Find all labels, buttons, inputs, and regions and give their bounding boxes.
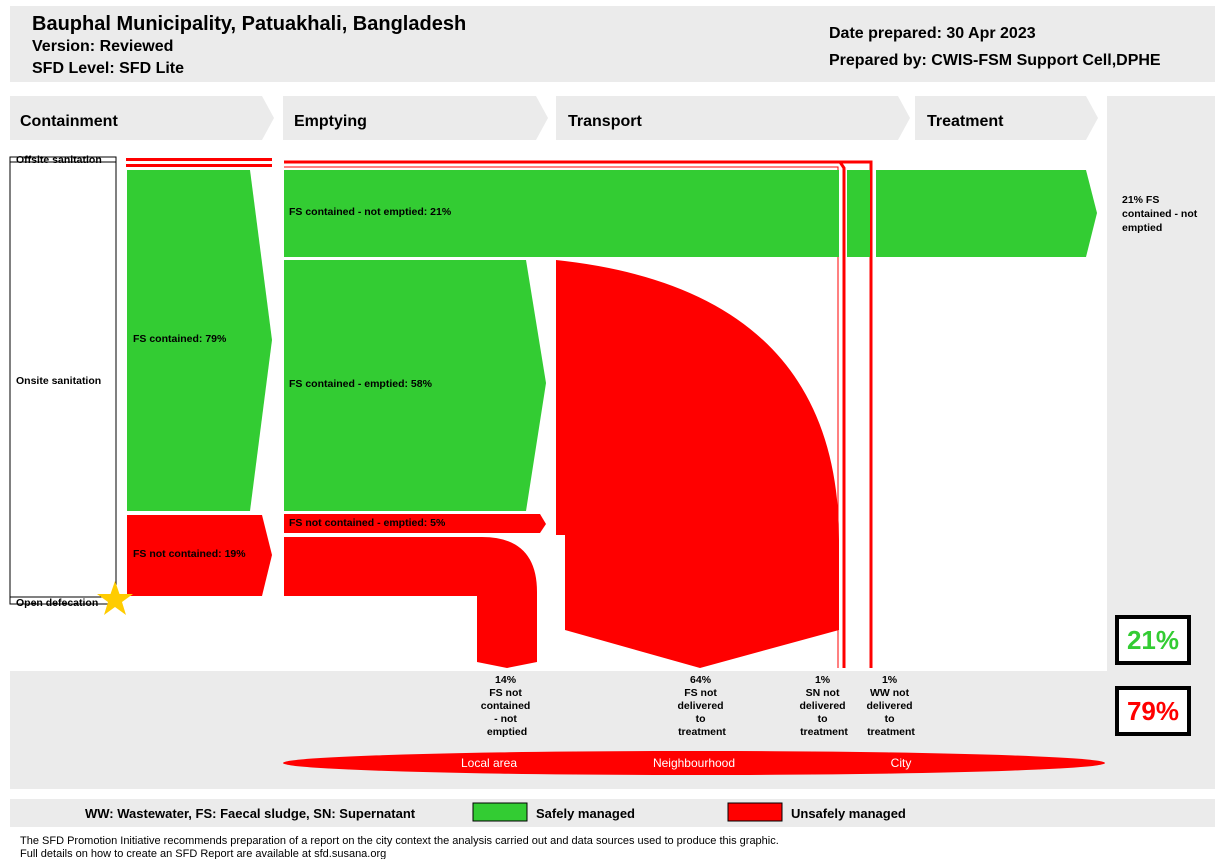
safe-outcome-label: 21% FS contained - not emptied xyxy=(1122,194,1198,234)
flow-label-fs-not-contained: FS not contained: 19% xyxy=(133,548,246,560)
legend-unsafe-swatch xyxy=(728,803,782,821)
outcome-sn-not-delivered: 1% SN not delivered to treatment xyxy=(799,674,848,738)
sfd-level-label: SFD Level: SFD Lite xyxy=(32,60,185,77)
safe-total-box: 21% xyxy=(1115,615,1191,665)
stage-label-treatment: Treatment xyxy=(927,113,1004,130)
legend-safe-swatch xyxy=(473,803,527,821)
flow-label-emptied: FS contained - emptied: 58% xyxy=(289,378,432,390)
flow-nc-not-emptied xyxy=(284,537,537,668)
row-label-open-defecation: Open defecation xyxy=(16,597,99,609)
legend-abbrev: WW: Wastewater, FS: Faecal sludge, SN: Supernatant xyxy=(85,806,416,821)
outcome-ww-not-delivered: 1% WW not delivered to treatment xyxy=(866,674,915,738)
footer-note-2: Full details on how to create an SFD Report are available at sfd.susana.org xyxy=(20,848,387,859)
area-neighbourhood: Neighbourhood xyxy=(652,756,736,770)
outcome-fs-not-delivered: 64% FS not delivered to treatment xyxy=(677,674,726,738)
row-label-offsite: Offsite sanitation xyxy=(16,154,102,166)
flow-not-emptied-gap xyxy=(847,170,870,257)
stage-label-emptying: Emptying xyxy=(294,113,367,130)
flow-not-emptied-treatment xyxy=(876,170,1097,257)
stage-label-containment: Containment xyxy=(20,113,118,130)
flow-label-not-emptied: FS contained - not emptied: 21% xyxy=(289,206,452,218)
stage-label-transport: Transport xyxy=(568,113,642,130)
unsafe-total-box: 79% xyxy=(1115,686,1191,736)
area-city: City xyxy=(890,756,912,770)
date-prepared: Date prepared: 30 Apr 2023 xyxy=(829,25,1036,42)
outcome-nc-not-emptied: 14% FS not contained - not emptied xyxy=(480,674,531,738)
flow-fs-not-delivered xyxy=(556,260,839,668)
row-label-onsite: Onsite sanitation xyxy=(16,375,102,387)
footer-note-1: The SFD Promotion Initiative recommends preparation of a report on the city context the analysis carried out and data sources used to produce this graphic. xyxy=(20,835,779,847)
area-local: Local area xyxy=(460,756,518,770)
version-label: Version: Reviewed xyxy=(32,38,174,55)
page-title: Bauphal Municipality, Patuakhali, Bangladesh xyxy=(32,13,467,35)
flow-label-nc-emptied: FS not contained - emptied: 5% xyxy=(289,517,446,529)
offsite-line-a xyxy=(126,158,272,161)
flow-label-fs-contained: FS contained: 79% xyxy=(133,333,227,345)
legend-unsafe-label: Unsafely managed xyxy=(791,806,906,821)
offsite-line-b xyxy=(126,164,272,167)
legend-safe-label: Safely managed xyxy=(536,806,635,821)
prepared-by: Prepared by: CWIS-FSM Support Cell,DPHE xyxy=(829,52,1161,69)
